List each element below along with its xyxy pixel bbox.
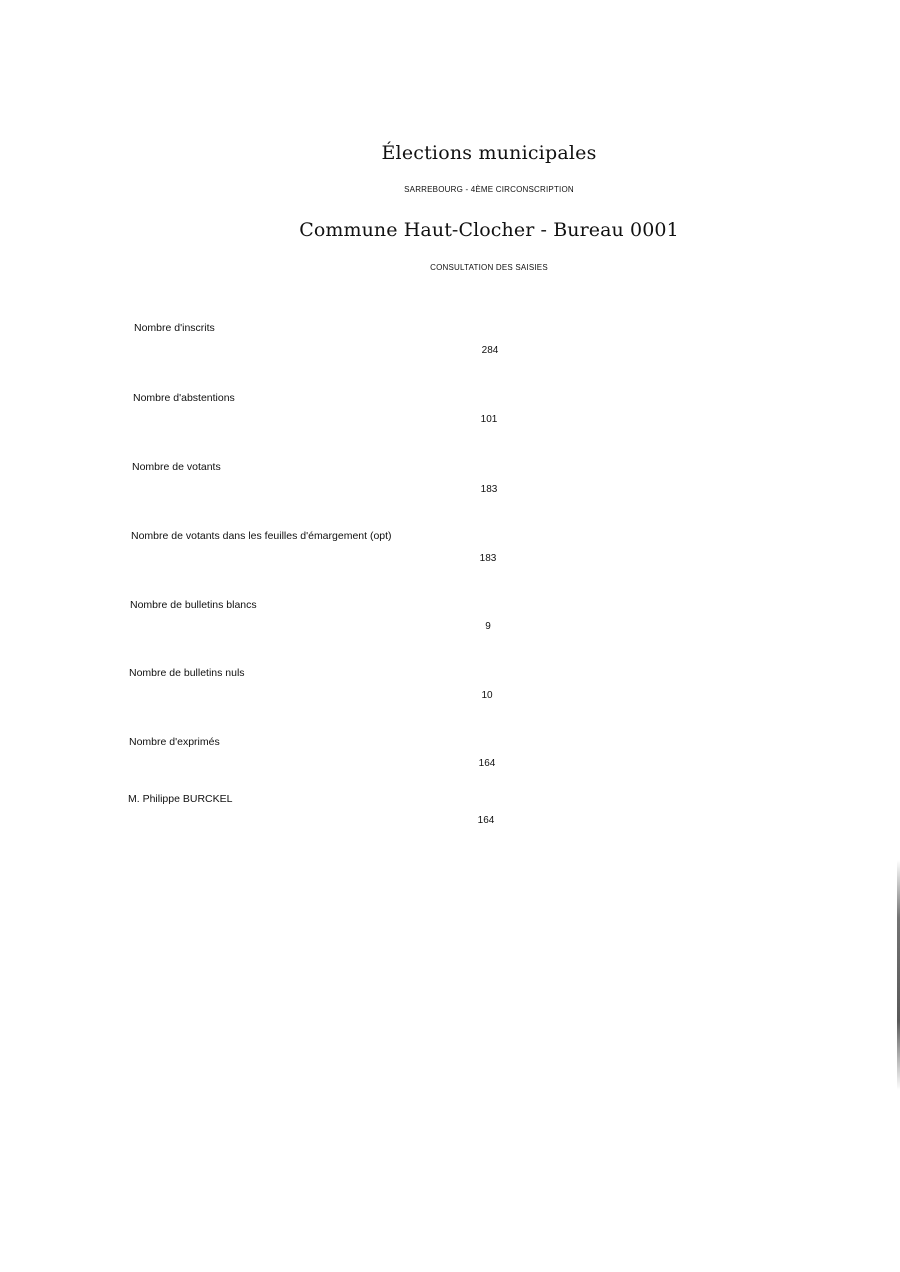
stat-label: Nombre de votants dans les feuilles d'émargement (opt): [131, 530, 392, 542]
stat-label: Nombre de bulletins nuls: [129, 667, 245, 679]
stat-value: 9: [485, 621, 491, 632]
document-subtitle: SARREBOURG - 4ÈME CIRCONSCRIPTION: [404, 185, 574, 194]
stat-label: Nombre d'exprimés: [129, 736, 220, 748]
candidate-name: M. Philippe BURCKEL: [128, 793, 233, 805]
stat-label: Nombre d'abstentions: [133, 392, 235, 404]
stat-label: Nombre de bulletins blancs: [130, 599, 257, 611]
stat-label: Nombre de votants: [132, 461, 221, 473]
stat-value: 101: [480, 414, 498, 425]
stat-value: 10: [481, 690, 493, 701]
stat-value: 284: [481, 345, 499, 356]
document-title: Élections municipales: [381, 142, 597, 164]
commune-heading: Commune Haut-Clocher - Bureau 0001: [299, 219, 679, 241]
stat-value: 183: [480, 484, 498, 495]
candidate-votes: 164: [477, 815, 495, 826]
stat-value: 164: [478, 758, 496, 769]
consultation-caption: CONSULTATION DES SAISIES: [430, 263, 548, 272]
stat-label: Nombre d'inscrits: [134, 322, 215, 334]
stat-value: 183: [479, 553, 497, 564]
